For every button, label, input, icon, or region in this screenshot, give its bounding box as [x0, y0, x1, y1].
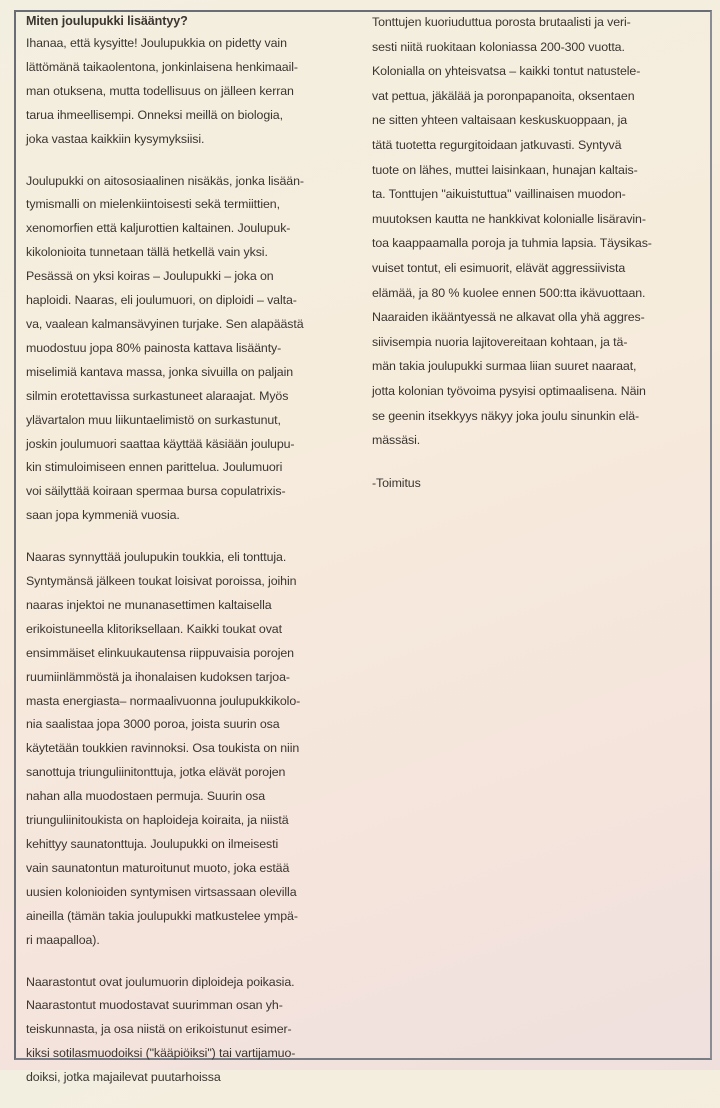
text-line: teiskunnasta, ja osa niistä on erikoistunut esimer-: [26, 1022, 292, 1037]
text-line: va, vaalean kalmansävyinen turjake. Sen alapäästä: [26, 316, 304, 331]
text-line: ta. Tonttujen "aikuistuttua" vaillinaisen muodon-: [372, 187, 626, 202]
text-line: Syntymänsä jälkeen toukat loisivat poroissa, joihin: [26, 574, 297, 589]
text-line: saan jopa kymmeniä vuosia.: [26, 508, 180, 523]
text-line: triunguliinitoukista on haploideja koiraita, ja niistä: [26, 813, 289, 828]
text-line: tuote on lähes, muttei laisinkaan, hunajan kaltais-: [372, 162, 638, 177]
text-line: ruumiinlämmöstä ja ihonalaisen kudoksen tarjoa-: [26, 669, 290, 684]
text-line: sanottuja triunguliinitonttuja, jotka elävät porojen: [26, 765, 286, 780]
text-line: masta energiasta– normaalivuonna joulupukkikolo-: [26, 693, 301, 708]
text-line: tarua ihmeellisempi. Onneksi meillä on biologia,: [26, 107, 283, 122]
text-line: silmin erotettavissa surkastuneet alaraajat. Myös: [26, 388, 289, 403]
text-line: joskin joulumuori saattaa käyttää käsiään joulupu-: [26, 436, 295, 451]
left-paragraphs: [26, 32, 361, 1090]
text-line: muodostuu jopa 80% painosta kattava lisäänty-: [26, 340, 282, 355]
text-line: muutoksen kautta ne hankkivat kolonialle lisäravin-: [372, 211, 646, 226]
text-line: miselimiä kantava massa, jonka sivuilla on paljain: [26, 364, 294, 379]
text-line: tätä tuotetta regurgitoidaan jatkuvasti. Syntyvä: [372, 137, 622, 152]
text-line: naaras injektoi ne munanasettimen kaltaisella: [26, 597, 272, 612]
text-line: Naaraiden ikääntyessä ne alkavat olla yhä aggres-: [372, 310, 645, 325]
text-line: män takia joulupukki surmaa liian suuret naaraat,: [372, 359, 637, 374]
text-line: ylävartalon muu liikuntaelimistö on surkastunut,: [26, 412, 281, 427]
text-line: kin stimuloimiseen ennen parittelua. Joulumuori: [26, 460, 283, 475]
text-line: kikolonioita tunnetaan tällä hetkellä vain yksi.: [26, 245, 268, 260]
text-line: Pesässä on yksi koiras – Joulupukki – joka on: [26, 269, 274, 284]
right-column: [372, 10, 702, 495]
text-line: Joulupukki on aitososiaalinen nisäkäs, jonka lisään-: [26, 173, 304, 188]
text-line: Tonttujen kuoriuduttua porosta brutaalisti ja veri-: [372, 15, 631, 29]
text-line: elämää, ja 80 % kuolee ennen 500:tta ikävuottaan.: [372, 285, 646, 300]
text-line: toa kaappaamalla poroja ja tuhmia lapsia. Täysikas-: [372, 236, 652, 251]
text-line: vat pettua, jäkälää ja poronpapanoita, oksentaen: [372, 88, 635, 103]
text-line: uusien kolonioiden syntymisen virtsassaan olevilla: [26, 884, 297, 899]
paragraph: [26, 32, 361, 152]
paragraph: [26, 971, 361, 1091]
text-line: mässäsi.: [372, 433, 421, 448]
text-line: käytetään toukkien ravinnoksi. Osa toukista on niin: [26, 741, 300, 756]
text-line: nia saalistaa jopa 3000 poroa, joista suurin osa: [26, 717, 280, 732]
article-title: Miten joulupukki lisääntyy?: [26, 14, 188, 28]
text-line: doiksi, jotka majailevat puutarhoissa: [26, 1070, 221, 1085]
text-line: aineilla (tämän takia joulupukki matkustelee ympä-: [26, 908, 298, 923]
text-line: ne sitten yhteen valtaisaan keskuskuoppaan, ja: [372, 113, 628, 128]
text-line: Ihanaa, että kysyitte! Joulupukkia on pidetty vain: [26, 36, 287, 50]
text-line: ri maapalloa).: [26, 932, 100, 947]
text-line: Naarastontut muodostavat suurimman osan yh-: [26, 998, 283, 1013]
text-line: vuiset tontut, eli esimuorit, elävät aggressiivista: [372, 260, 626, 275]
text-line: xenomorfien että kaljurottien kaltainen. Joulupuk-: [26, 221, 291, 236]
text-line: kehittyy saunatonttuja. Joulupukki on ilmeisesti: [26, 837, 279, 851]
left-column: [26, 10, 361, 1108]
paragraph: [26, 546, 361, 952]
text-line: nahan alla muodostaen permuja. Suurin osa: [26, 789, 266, 804]
text-line: joka vastaa kaikkiin kysymyksiisi.: [26, 131, 205, 146]
text-line: siivisempia nuoria lajitovereitaan kohtaan, ja tä-: [372, 334, 628, 349]
text-line: Naarastontut ovat joulumuorin diploideja poikasia.: [26, 974, 295, 989]
text-line: man otuksena, mutta todellisuus on jälleen kerran: [26, 83, 294, 98]
text-line: Naaras synnyttää joulupukin toukkia, eli tonttuja.: [26, 550, 287, 565]
text-line: sesti niitä ruokitaan koloniassa 200-300 vuotta.: [372, 39, 625, 54]
text-line: lättömänä taikaolentona, jonkinlaisena henkimaail-: [26, 59, 298, 74]
paragraph: [26, 170, 361, 529]
text-line: Kolonialla on yhteisvatsa – kaikki tontut natustele-: [372, 64, 641, 79]
paragraph: [372, 10, 702, 453]
text-line: se geenin itsekkyys näkyy joka joulu sinunkin elä-: [372, 408, 640, 423]
text-line: voi säilyttää koiraan spermaa bursa copulatrixis-: [26, 484, 286, 499]
text-line: haploidi. Naaras, eli joulumuori, on diploidi – valta-: [26, 293, 297, 308]
text-line: vain saunatontun maturoitunut muoto, joka estää: [26, 860, 290, 875]
text-line: erikoistuneella klitoriksellaan. Kaikki toukat ovat: [26, 621, 282, 636]
text-line: ensimmäiset elinkuukautensa riippuvaisia porojen: [26, 645, 294, 660]
signature: -Toimitus: [372, 475, 421, 490]
text-line: kiksi sotilasmuodoiksi ("kääpiöiksi") tai vartijamuo-: [26, 1046, 296, 1061]
text-line: jotta kolonian työvoima pysyisi optimaalisena. Näin: [372, 383, 646, 398]
text-line: tymismalli on mielenkiintoisesti sekä termiittien,: [26, 197, 280, 212]
